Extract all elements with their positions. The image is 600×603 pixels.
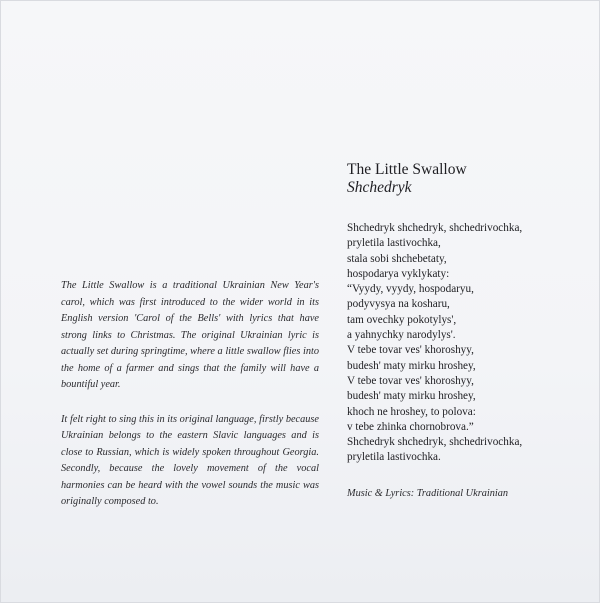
lyric-line: V tebe tovar ves' khoroshyy, — [347, 344, 474, 357]
song-title: The Little Swallow — [347, 161, 467, 178]
lyric-line: “Vyydy, vyydy, hospodaryu, — [347, 283, 474, 296]
lyric-line: stala sobi shchebetaty, — [347, 252, 447, 265]
song-column — [347, 161, 577, 501]
lyric-line: budesh' maty mirku hroshey, — [347, 359, 476, 372]
description-column — [61, 278, 319, 529]
song-credit: Music & Lyrics: Traditional Ukrainian — [347, 487, 509, 499]
description-paragraph-2: It felt right to sing this in its original language, firstly because Ukrainian belongs to the eastern Slavic languages and is close to Russian, which is widely spoken throughout Georgia. Secondly, because the lovely movement of the vocal harmonies can be heard with the vowel sounds the music was originally composed to. — [61, 413, 319, 507]
lyric-line: podyvysya na kosharu, — [347, 298, 450, 311]
lyric-line: tam ovechky pokotylys', — [347, 313, 457, 326]
song-subtitle: Shchedryk — [347, 179, 412, 196]
lyric-line: V tebe tovar ves' khoroshyy, — [347, 374, 474, 387]
lyric-line: a yahnychky narodylys'. — [347, 329, 456, 342]
description-paragraph-1: The Little Swallow is a traditional Ukrainian New Year's carol, which was first introduced to the wider world in its English version 'Carol of the Bells' with lyrics that have strong links to Christmas. The original Ukrainian lyric is actually set during springtime, where a little swallow flies into the home of a farmer and sings that the family will have a bountiful year. — [61, 280, 319, 390]
lyric-line: pryletila lastivochka. — [347, 451, 441, 464]
lyric-line: v tebe zhinka chornobrova.” — [347, 420, 474, 433]
lyric-line: pryletila lastivochka, — [347, 237, 441, 250]
lyric-line: hospodarya vyklykaty: — [347, 267, 450, 280]
lyric-line: budesh' maty mirku hroshey, — [347, 390, 476, 403]
lyric-line: Shchedryk shchedryk, shchedrivochka, — [347, 222, 523, 234]
lyrics-list — [347, 221, 577, 466]
lyric-line: Shchedryk shchedryk, shchedrivochka, — [347, 436, 523, 449]
lyric-line: khoch ne hroshey, to polova: — [347, 405, 476, 418]
